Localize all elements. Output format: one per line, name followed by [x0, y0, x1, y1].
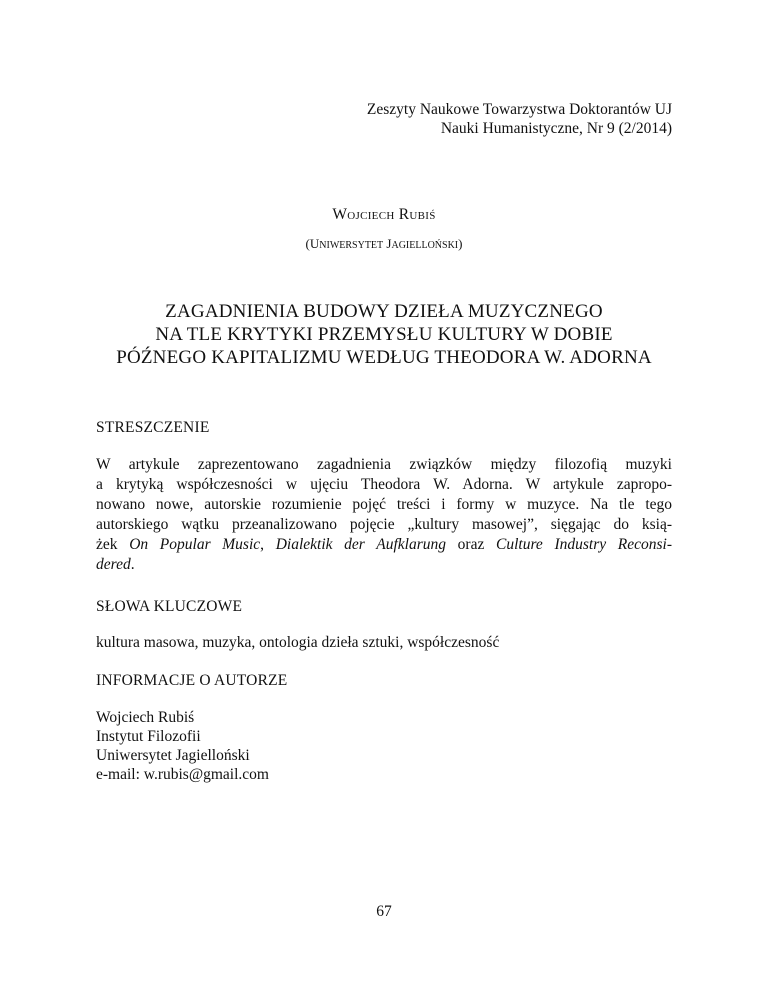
abstract-line: nowano nowe, autorskie rozumienie pojęć treści i formy w muzyce. Na tle tego: [96, 496, 672, 513]
book-title: Culture Industry Reconsi-: [496, 536, 673, 553]
journal-name: Zeszyty Naukowe Towarzystwa Doktorantów UJ: [366, 101, 672, 118]
title-line: ZAGADNIENIA BUDOWY DZIEŁA MUZYCZNEGO: [165, 301, 603, 322]
abstract-line: W artykule zaprezentowano zagadnienia związków między filozofią muzyki: [96, 456, 672, 473]
book-title: On Popular Music: [129, 536, 261, 553]
author-affiliation: (UNIWERSYTET JAGIELLOŃSKI): [305, 236, 463, 251]
author-info: [96, 708, 269, 784]
title-line: PÓŹNEGO KAPITALIZMU WEDŁUG THEODORA W. ADORNA: [116, 347, 652, 368]
keywords-heading: SŁOWA KLUCZOWE: [96, 598, 243, 615]
abstract-line: autorskiego wątku przeanalizowano pojęcie „kultury masowej”, sięgając do ksią-: [96, 516, 672, 533]
abstract-heading: STRESZCZENIE: [96, 419, 210, 436]
author-info-heading: INFORMACJE O AUTORZE: [96, 672, 288, 689]
author-name: WOJCIECH RUBIŚ: [332, 206, 436, 223]
abstract-line: a krytyką współczesności w ujęciu Theodora W. Adorna. W artykule zapropo-: [96, 476, 672, 493]
journal-header: [367, 100, 672, 138]
abstract-line: żek On Popular Music, Dialektik der Aufklarung oraz Culture Industry Reconsi-: [96, 536, 673, 553]
author-info-institute: Instytut Filozofii: [96, 728, 201, 745]
abstract-line: dered.: [96, 556, 135, 573]
article-title: [0, 300, 768, 369]
book-title: dered: [96, 556, 131, 573]
keywords-text: kultura masowa, muzyka, ontologia dzieła sztuki, współczesność: [96, 634, 500, 651]
title-line: NA TLE KRYTYKI PRZEMYSŁU KULTURY W DOBIE: [155, 324, 613, 345]
author-info-name: Wojciech Rubiś: [96, 709, 195, 726]
book-title: Dialektik der Aufklarung: [275, 536, 446, 553]
journal-issue: Nauki Humanistyczne, Nr 9 (2/2014): [440, 120, 672, 137]
author-info-university: Uniwersytet Jagielloński: [96, 747, 250, 764]
author-info-email: e-mail: w.rubis@gmail.com: [96, 766, 269, 783]
page-number: 67: [376, 903, 392, 920]
abstract-body: [96, 455, 672, 575]
